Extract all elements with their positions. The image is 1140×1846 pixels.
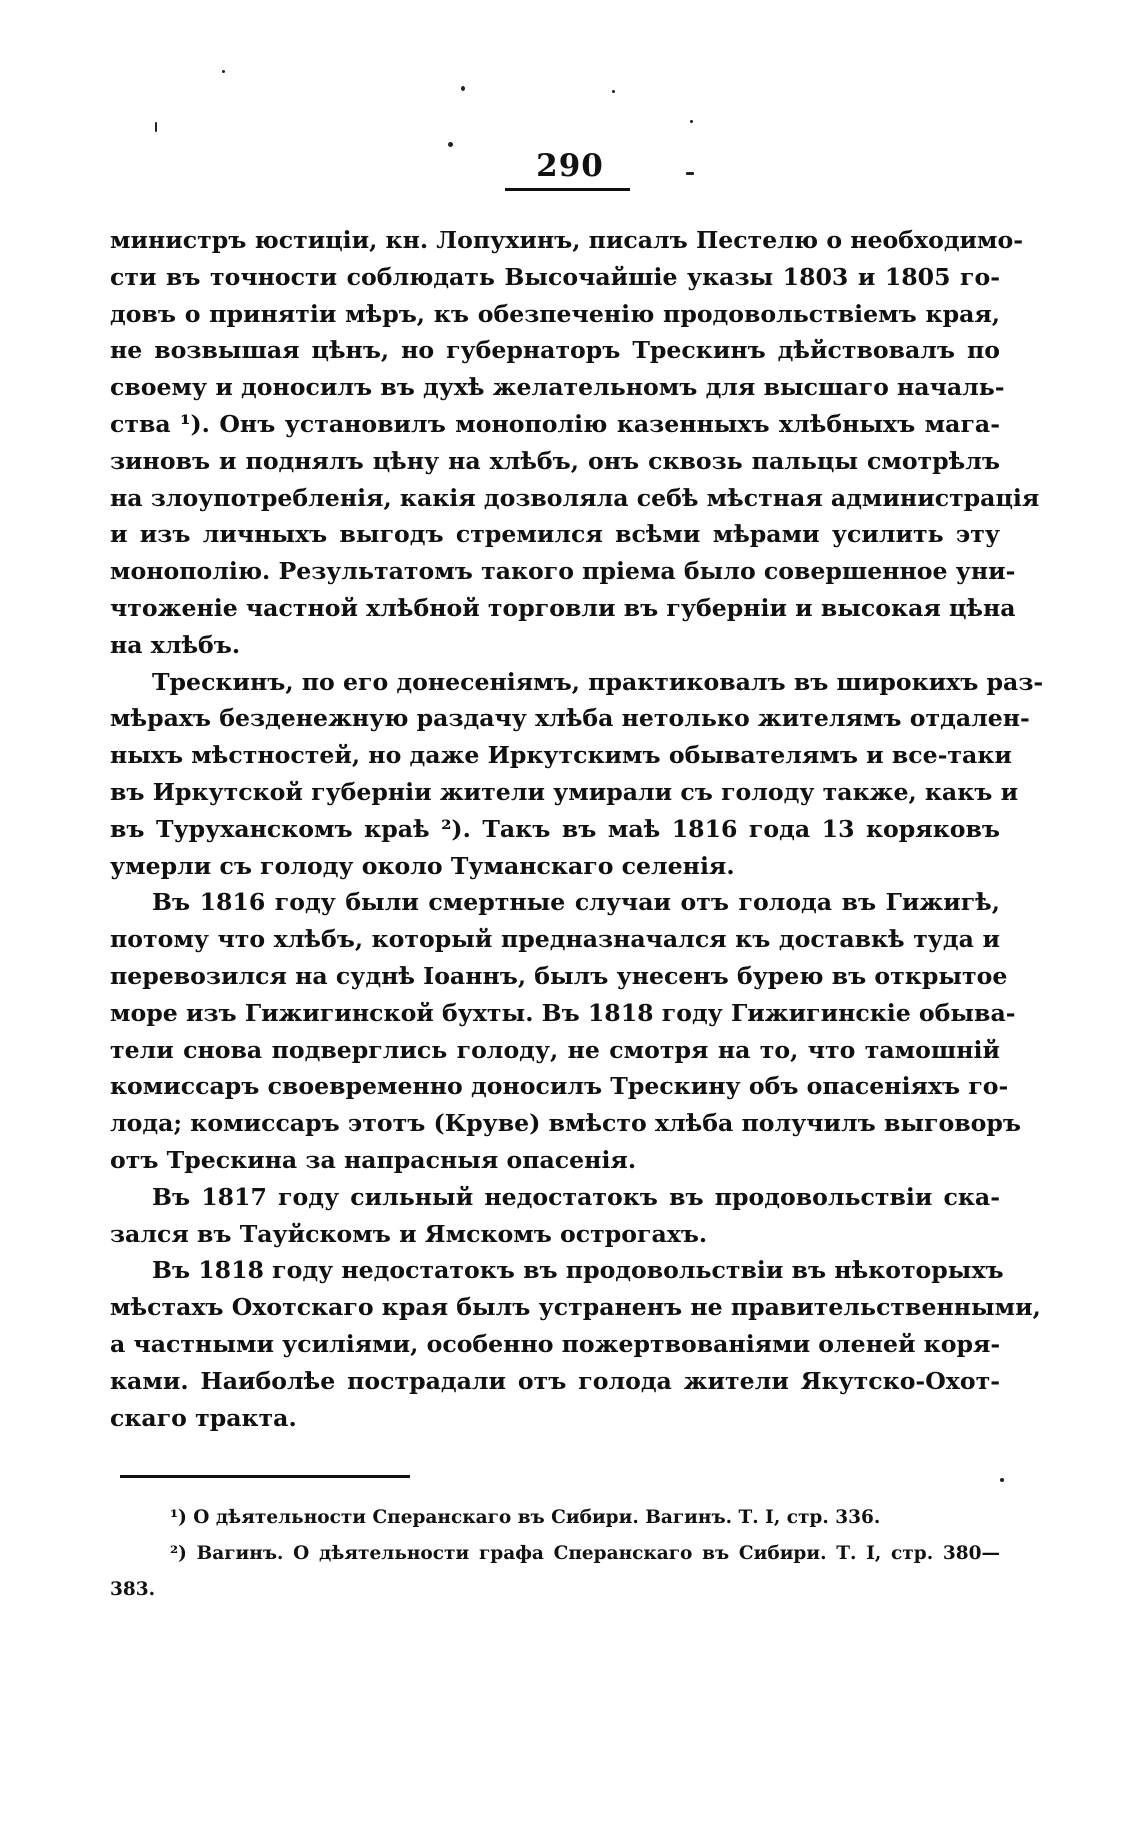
paragraph-5 bbox=[110, 1252, 1041, 1436]
footnotes bbox=[110, 1500, 1000, 1608]
paragraph-4 bbox=[110, 1179, 1000, 1253]
text-line: Въ 1816 году были смертные случаи отъ голода въ Гижигѣ, bbox=[152, 888, 1000, 917]
page-number: 290 bbox=[536, 148, 604, 184]
footnote-2: ²) Вагинъ. О дѣятельности графа Сперанскаго въ Сибири. Т. I, стр. 380— bbox=[170, 1543, 1000, 1564]
footnote-rule bbox=[120, 1475, 410, 1478]
scan-speck bbox=[612, 90, 615, 93]
text-line: тели снова подверглись голоду, не смотря на то, что тамошній bbox=[110, 1035, 1000, 1064]
scan-speck bbox=[1000, 1478, 1004, 1482]
text-line: въ Туруханскомъ краѣ ²). Такъ въ маѣ 1816 года 13 коряковъ bbox=[110, 814, 1000, 843]
footnote-2-continuation: 383. bbox=[110, 1579, 156, 1600]
paragraph-3 bbox=[110, 884, 1021, 1178]
footnote-1: ¹) О дѣятельности Сперанскаго въ Сибири. Вагинъ. Т. I, стр. 336. bbox=[170, 1507, 881, 1528]
text-line: довъ о принятіи мѣръ, къ обезпеченію продовольствіемъ края, bbox=[110, 299, 1000, 328]
scan-speck bbox=[690, 120, 693, 123]
text-line: комиссаръ своевременно доносилъ Трескину объ опасеніяхъ го- bbox=[110, 1072, 1009, 1101]
text-line: монополію. Результатомъ такого пріема было совершенное уни- bbox=[110, 557, 1016, 586]
text-line: зиновъ и поднялъ цѣну на хлѣбъ, онъ сквозь пальцы смотрѣлъ bbox=[110, 446, 1000, 475]
text-line: чтоженіе частной хлѣбной торговли въ губерніи и высокая цѣна bbox=[110, 593, 1016, 622]
text-line: Трескинъ, по его донесеніямъ, практиковалъ въ широкихъ раз- bbox=[152, 667, 1044, 696]
scan-speck bbox=[461, 86, 465, 91]
text-line: отъ Трескина за напрасныя опасенія. bbox=[110, 1145, 637, 1174]
page-number-rule bbox=[505, 188, 630, 191]
text-line: мѣстахъ Охотскаго края былъ устраненъ не правительственными, bbox=[110, 1293, 1041, 1322]
text-line: на хлѣбъ. bbox=[110, 630, 241, 659]
paragraph-2 bbox=[110, 664, 1044, 885]
paragraph-1 bbox=[110, 222, 1040, 664]
text-line: Въ 1817 году сильный недостатокъ въ продовольствіи ска- bbox=[152, 1182, 1000, 1211]
text-line: ства ¹). Онъ установилъ монополію казенныхъ хлѣбныхъ мага- bbox=[110, 409, 1000, 438]
text-line: въ Иркутской губерніи жители умирали съ голоду также, какъ и bbox=[110, 777, 1019, 806]
text-line: потому что хлѣбъ, который предназначался къ доставкѣ туда и bbox=[110, 925, 1000, 954]
text-line: на злоупотребленія, какія дозволяла себѣ мѣстная администрація bbox=[110, 483, 1040, 512]
scan-speck bbox=[448, 142, 453, 147]
text-line: ныхъ мѣстностей, но даже Иркутскимъ обывателямъ и все-таки bbox=[110, 741, 1012, 770]
text-line: лода; комиссаръ этотъ (Круве) вмѣсто хлѣба получилъ выговоръ bbox=[110, 1109, 1021, 1138]
scan-speck bbox=[222, 70, 225, 73]
text-line: зался въ Тауйскомъ и Ямскомъ острогахъ. bbox=[110, 1219, 708, 1248]
text-line: и изъ личныхъ выгодъ стремился всѣми мѣрами усилить эту bbox=[110, 520, 1000, 549]
text-line: мѣрахъ безденежную раздачу хлѣба нетолько жителямъ отдален- bbox=[110, 704, 1030, 733]
text-line: своему и доносилъ въ духѣ желательномъ для высшаго началь- bbox=[110, 373, 1005, 402]
text-line: сти въ точности соблюдать Высочайшіе указы 1803 и 1805 го- bbox=[110, 262, 1000, 291]
text-line: перевозился на суднѣ Іоаннъ, былъ унесенъ бурею въ открытое bbox=[110, 961, 1008, 990]
text-line: министръ юстиціи, кн. Лопухинъ, писалъ Пестелю о необходимо- bbox=[110, 226, 1024, 254]
text-line: умерли съ голоду около Туманскаго селенія. bbox=[110, 851, 735, 880]
text-line: Въ 1818 году недостатокъ въ продовольствіи въ нѣкоторыхъ bbox=[152, 1256, 1004, 1285]
text-line: скаго тракта. bbox=[110, 1403, 297, 1432]
text-line: не возвышая цѣнъ, но губернаторъ Трескинъ дѣйствовалъ по bbox=[110, 336, 1000, 365]
text-line: а частными усиліями, особенно пожертвованіями оленей коря- bbox=[110, 1329, 1001, 1358]
text-line: ками. Наиболѣе пострадали отъ голода жители Якутско-Охот- bbox=[110, 1366, 1000, 1395]
scan-speck bbox=[155, 122, 157, 132]
body-text bbox=[110, 222, 1044, 1436]
text-line: море изъ Гижигинской бухты. Въ 1818 году Гижигинскіе обыва- bbox=[110, 998, 1016, 1027]
